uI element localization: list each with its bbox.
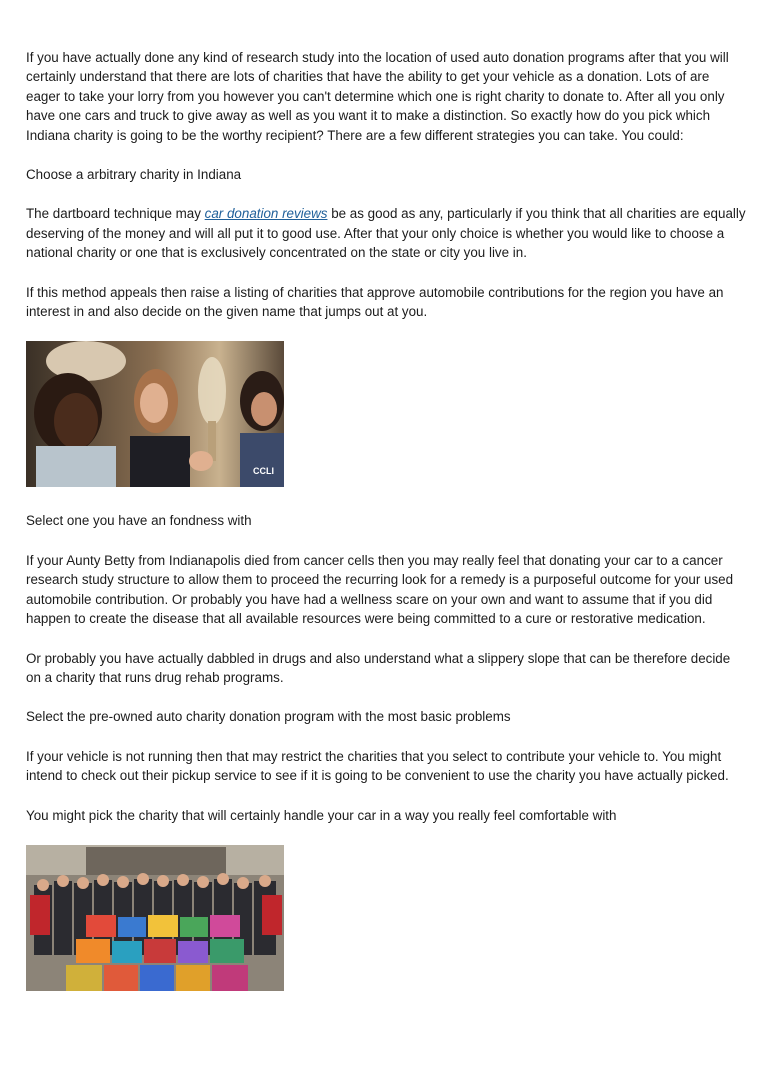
heading-fondness: Select one you have an fondness with: [26, 513, 252, 529]
worship-crowd-image: [26, 341, 284, 487]
worship-crowd-photo: [26, 341, 284, 487]
method-paragraph: If this method appeals then raise a listing of charities that approve automobile contributions for the region you have an interest in and also decide on the given name that jumps out at you.: [26, 284, 724, 320]
aunty-betty-paragraph: If your Aunty Betty from Indianapolis died from cancer cells then you may really feel that donating your car to a cancer research study structure to allow them to proceed the recurring look for a remedy is a purposeful outcome for your used automobile contribution. Or probably you have had a wellness scare on your own and want to assume that if you did happen to create the disease that all available resources were being committed to a cure or restorative medication.: [26, 552, 734, 627]
heading-comfortable: You might pick the charity that will certainly handle your car in a way you really feel comfortable with: [26, 807, 617, 823]
ccli-watermark: CCLI: [253, 466, 274, 477]
toy-donation-group-photo: [26, 845, 284, 991]
intro-paragraph: If you have actually done any kind of research study into the location of used auto donation programs after that you will certainly understand that there are lots of charities that have the ability to get your vehicle as a donation. Lots of are eager to take your lorry from you however you can't determine which one is right charity to donate to. After all you only have one cars and truck to give away as well as you want it to make a distinction. So exactly how do you pick which Indiana charity is going to be the worthy recipient? There are a few different strategies you can take. You could:: [26, 50, 729, 143]
drugs-paragraph: Or probably you have actually dabbled in drugs and also understand what a slippery slope that can be therefore decide on a charity that runs drug rehab programs.: [26, 650, 731, 685]
dartboard-text-after: be as good as any, particularly if you think that all charities are equally deserving of the money and will all put it to good use. After that your only choice is whether you would like to choose a national charity or one that is exclusively concentrated on the state or city you live in.: [26, 206, 746, 261]
heading-basic-problems: Select the pre-owned auto charity donation program with the most basic problems: [26, 709, 511, 725]
heading-random-charity: Choose a arbitrary charity in Indiana: [26, 167, 242, 183]
document-page: [26, 48, 746, 1015]
dartboard-paragraph: [26, 204, 746, 262]
dartboard-text-before: The dartboard technique may: [26, 206, 205, 222]
toy-donation-group-image: [26, 845, 284, 991]
car-donation-reviews-link[interactable]: car donation reviews: [204, 206, 328, 222]
vehicle-running-paragraph: If your vehicle is not running then that may restrict the charities that you select to contribute your vehicle to. You might intend to check out their pickup service to see if it is going to be convenient to use the charity you have actually picked.: [26, 748, 729, 784]
